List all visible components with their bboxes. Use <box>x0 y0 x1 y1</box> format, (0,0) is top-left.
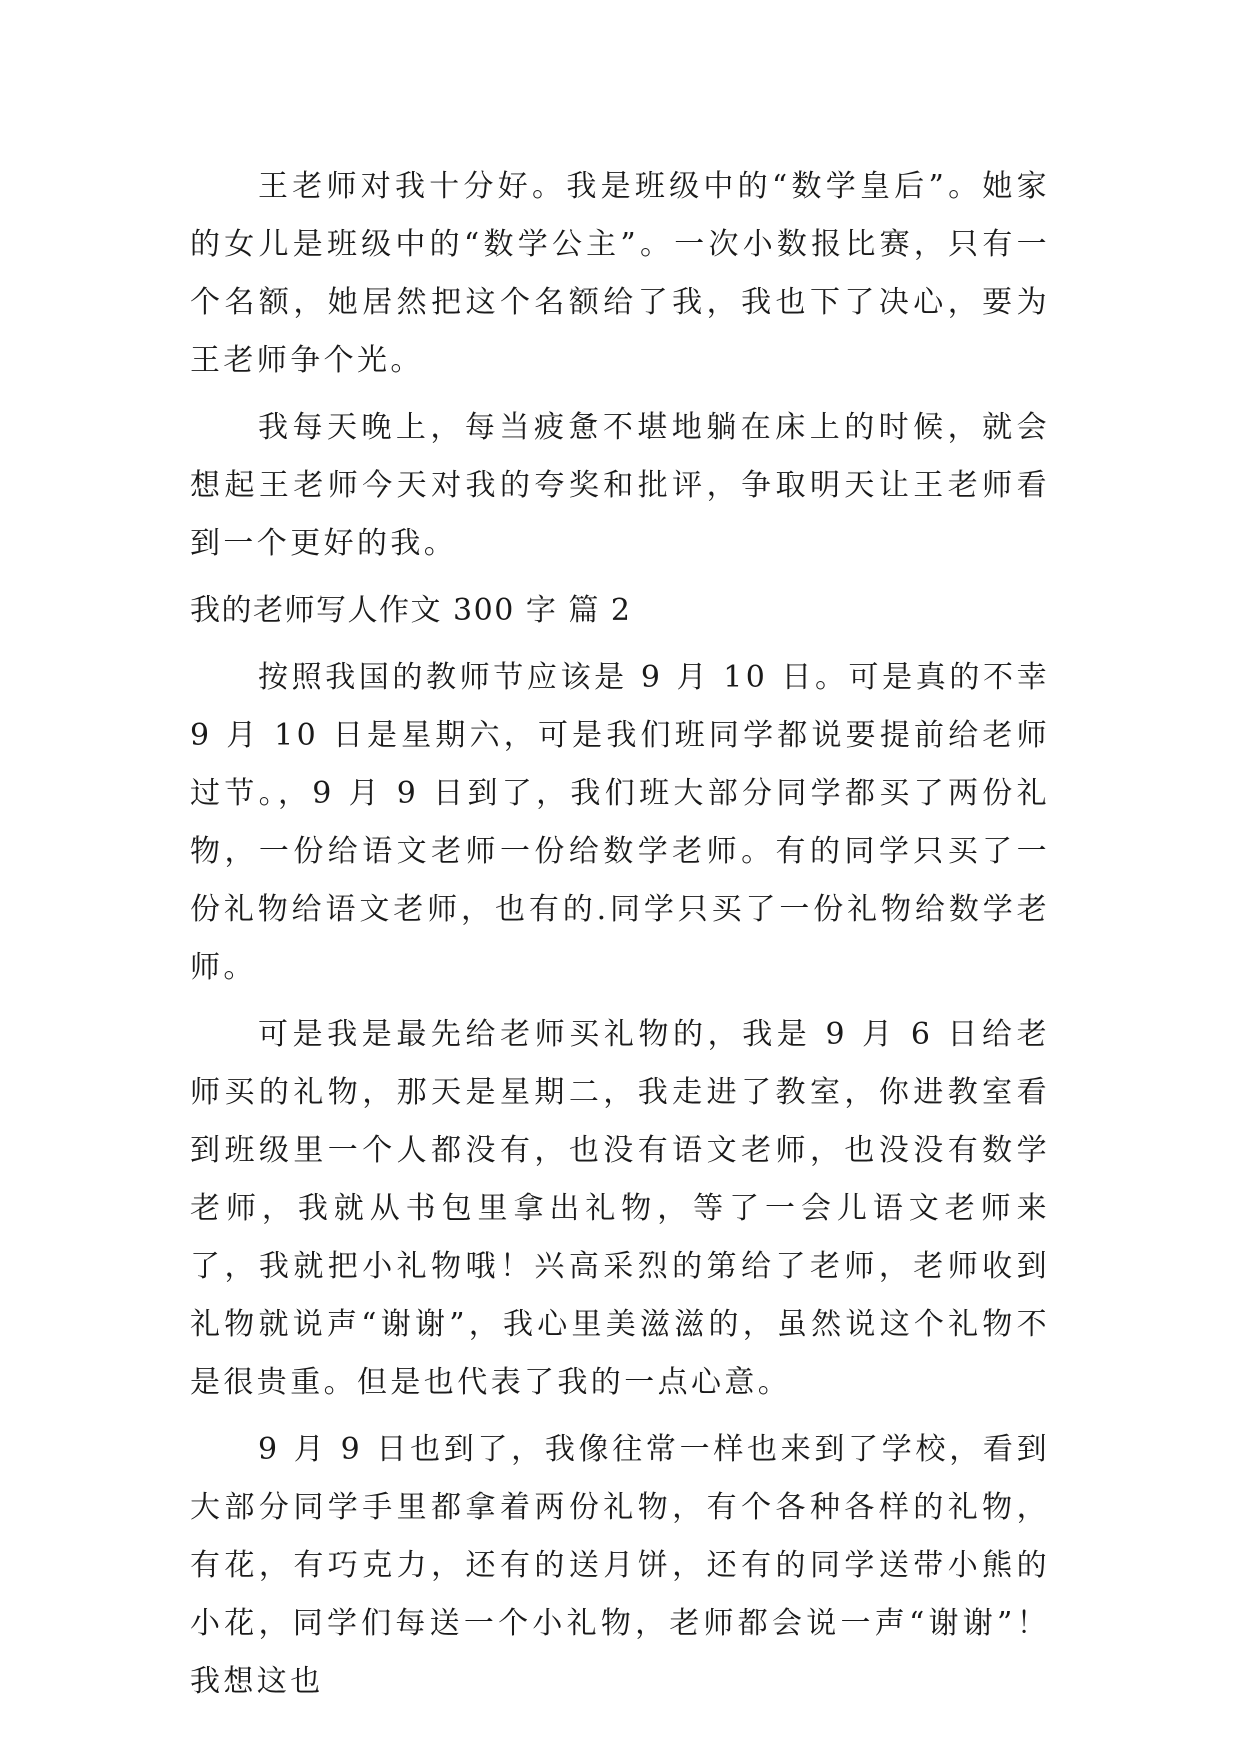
paragraph: 王老师对我十分好。我是班级中的“数学皇后”。她家的女儿是班级中的“数学公主”。一次小数报比赛，只有一个名额，她居然把这个名额给了我，我也下了决心，要为王老师争个光。 <box>190 169 1050 378</box>
section-heading: 我的老师写人作文 300 字 篇 2 <box>190 593 632 628</box>
paragraph: 我每天晚上，每当疲惫不堪地躺在床上的时候，就会想起王老师今天对我的夸奖和批评，争取明天让王老师看到一个更好的我。 <box>190 410 1050 561</box>
paragraph: 可是我是最先给老师买礼物的，我是 9 月 6 日给老师买的礼物，那天是星期二，我走进了教室，你进教室看到班级里一个人都没有，也没有语文老师，也没没有数学老师，我就从书包里拿出礼物，等了一会儿语文老师来了，我就把小礼物哦！兴高采烈的第给了老师，老师收到礼物就说声“谢谢”，我心里美滋滋的，虽然说这个礼物不是很贵重。但是也代表了我的一点心意。 <box>190 1017 1050 1400</box>
paragraph: 9 月 9 日也到了，我像往常一样也来到了学校，看到大部分同学手里都拿着两份礼物，有个各种各样的礼物，有花，有巧克力，还有的送月饼，还有的同学送带小熊的小花，同学们每送一个小礼物，老师都会说一声“谢谢”！我想这也 <box>190 1432 1050 1699</box>
document-body <box>190 158 1050 1720</box>
paragraph: 按照我国的教师节应该是 9 月 10 日。可是真的不幸 9 月 10 日是星期六，可是我们班同学都说要提前给老师过节。，9 月 9 日到了，我们班大部分同学都买了两份礼物，一份给语文老师一份给数学老师。有的同学只买了一份礼物给语文老师，也有的.同学只买了一份礼物给数学老师。 <box>190 660 1050 985</box>
